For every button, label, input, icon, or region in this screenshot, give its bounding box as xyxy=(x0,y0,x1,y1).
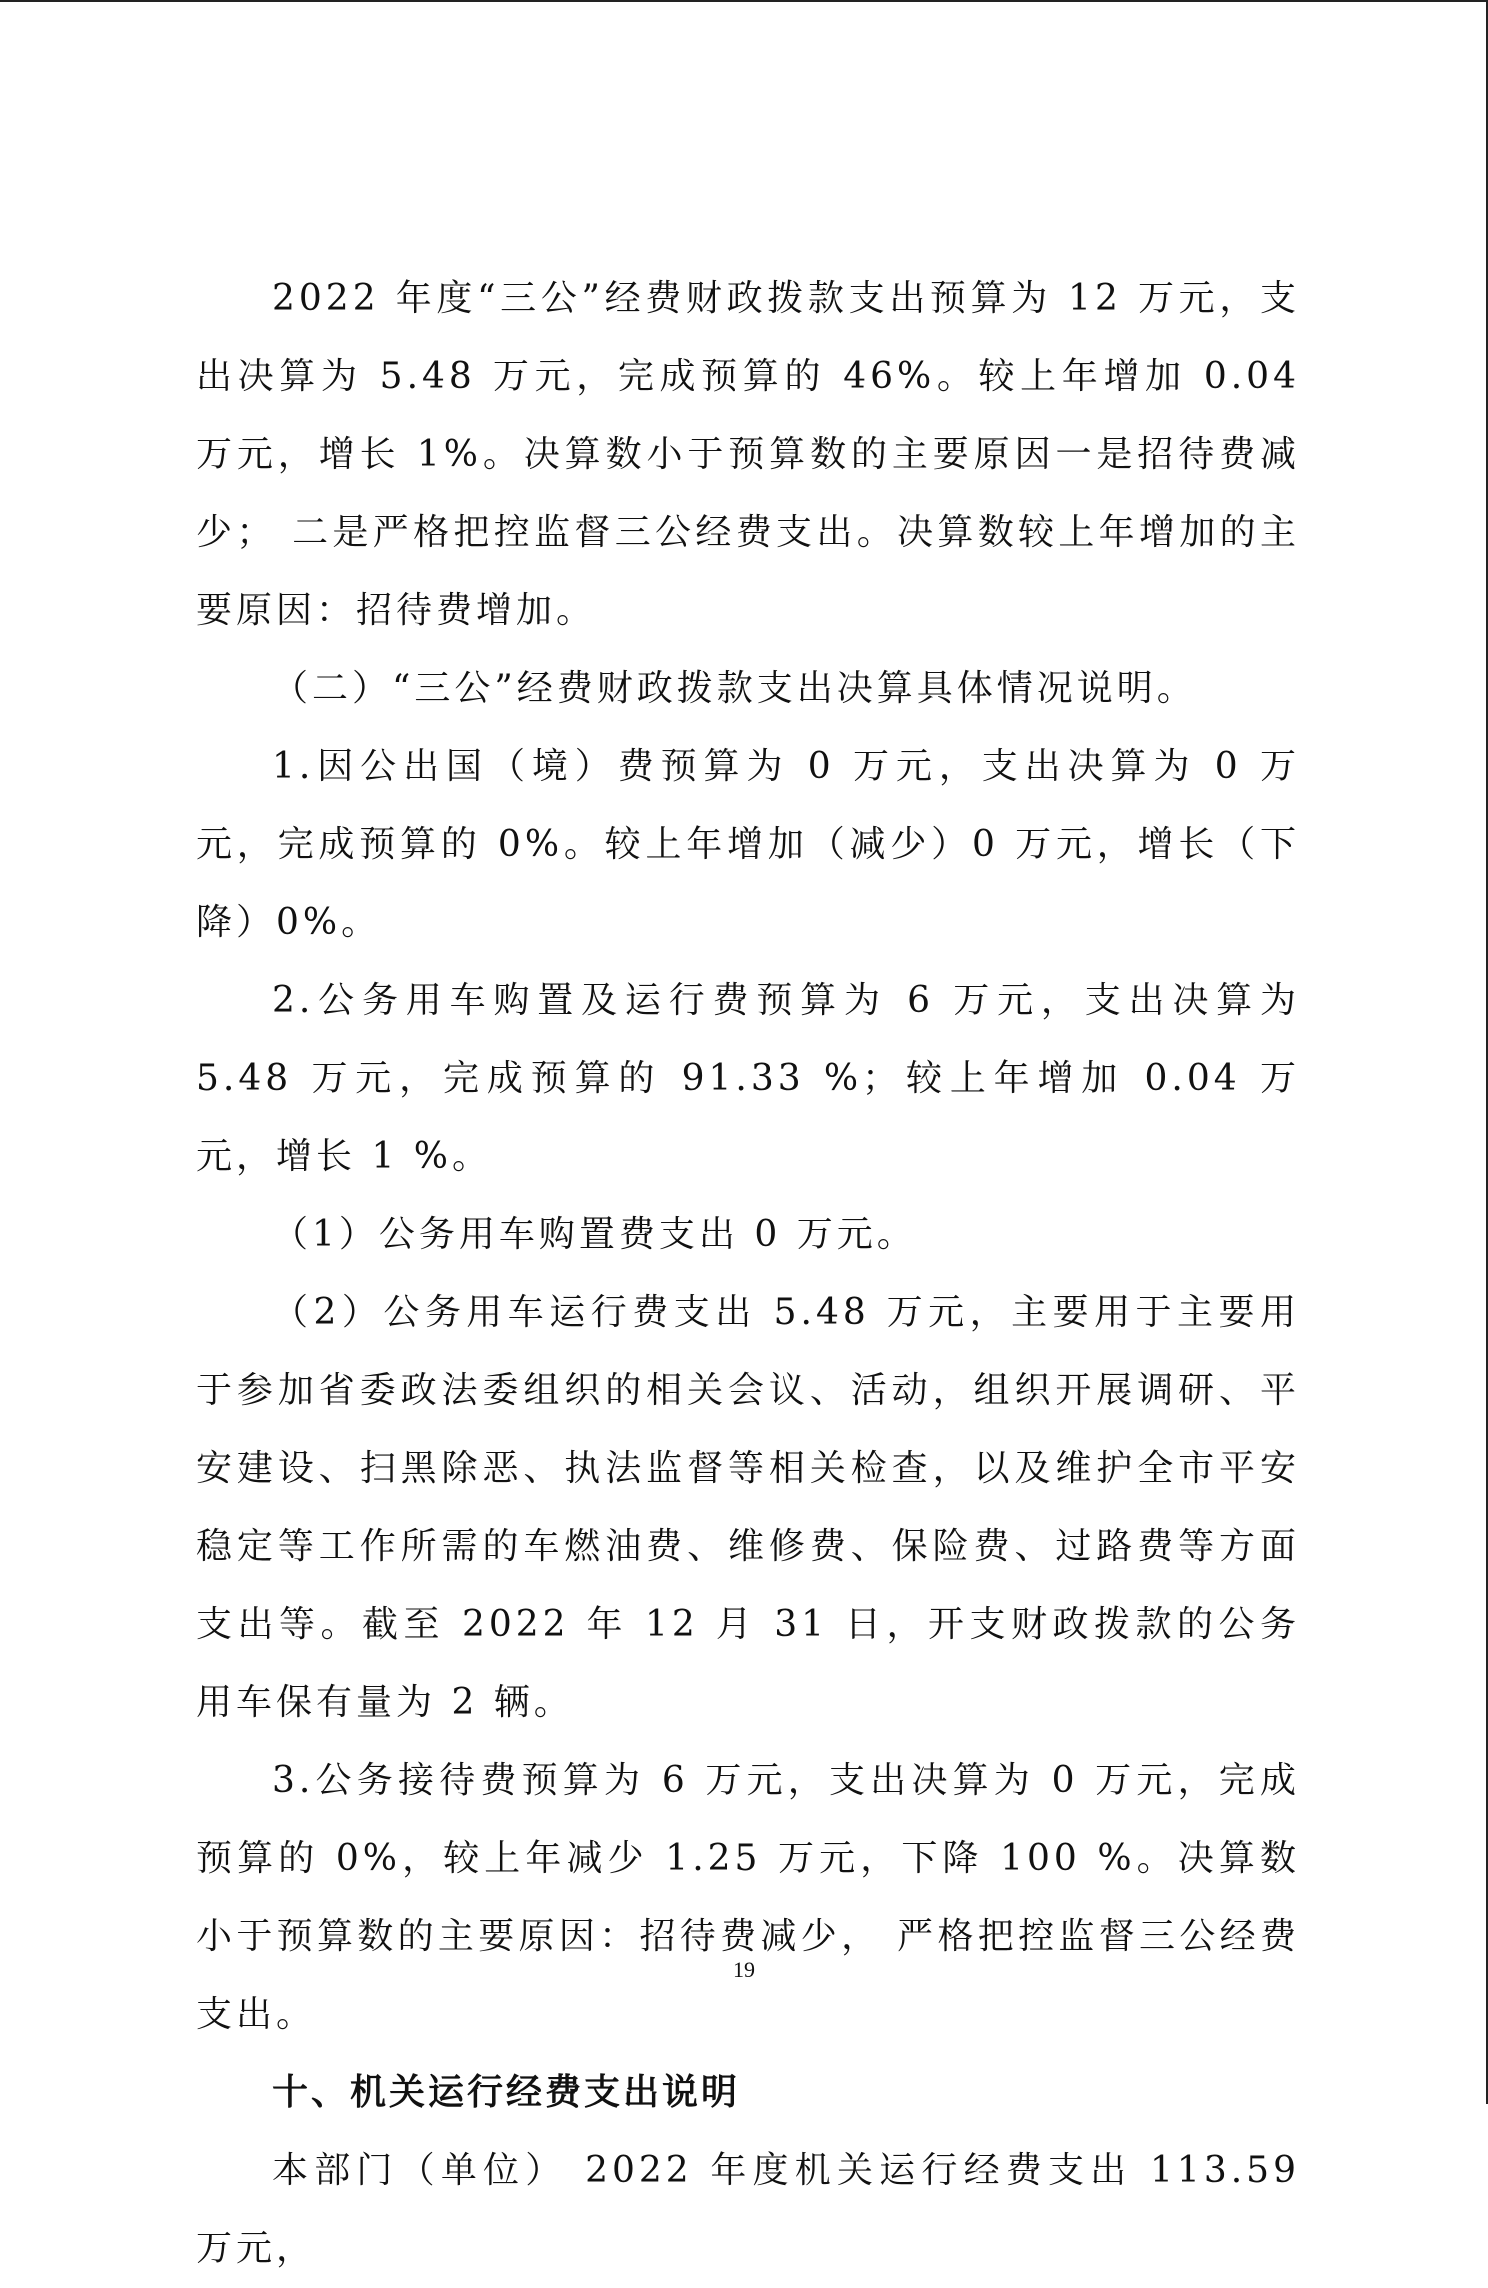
paragraph-three-public-summary: 2022 年度“三公”经费财政拨款支出预算为 12 万元，支出决算为 5.48 万元，完成预算的 46%。较上年增加 0.04 万元，增长 1%。决算数小于预算数的主要原因一是招待费减少； 二是严格把控监督三公经费支出。决算数较上年增加的主要原因：招待费增加。 xyxy=(196,278,1300,631)
page-number: 19 xyxy=(733,1957,755,1982)
paragraph-reception-expenses: 3.公务接待费预算为 6 万元，支出决算为 0 万元，完成预算的 0%，较上年减少 1.25 万元，下降 100 %。决算数小于预算数的主要原因：招待费减少， 严格把控监督三公经费支出。 xyxy=(196,1760,1300,2035)
paragraph-operating-expenses: 本部门（单位） 2022 年度机关运行经费支出 113.59 万元， xyxy=(196,2150,1300,2269)
paragraph-vehicle-operation: （2）公务用车运行费支出 5.48 万元，主要用于主要用于参加省委政法委组织的相关会议、活动，组织开展调研、平安建设、扫黑除恶、执法监督等相关检查，以及维护全市平安稳定等工作所需的车燃油费、维修费、保险费、过路费等方面支出等。截至 2022 年 12 月 31 日，开支财政拨款的公务用车保有量为 2 辆。 xyxy=(196,1292,1300,1723)
document-body xyxy=(196,260,1300,2288)
section-heading: 十、机关运行经费支出说明 xyxy=(272,2072,741,2113)
paragraph-vehicle-purchase: （1）公务用车购置费支出 0 万元。 xyxy=(272,1214,917,1255)
paragraph-subsection-heading: （二）“三公”经费财政拨款支出决算具体情况说明。 xyxy=(272,668,1197,709)
paragraph-vehicle-expenses: 2.公务用车购置及运行费预算为 6 万元，支出决算为 5.48 万元，完成预算的 91.33 %；较上年增加 0.04 万元，增长 1 %。 xyxy=(196,980,1300,1177)
paragraph-overseas-travel: 1.因公出国（境）费预算为 0 万元，支出决算为 0 万元，完成预算的 0%。较上年增加（减少）0 万元，增长（下降）0%。 xyxy=(196,746,1300,943)
